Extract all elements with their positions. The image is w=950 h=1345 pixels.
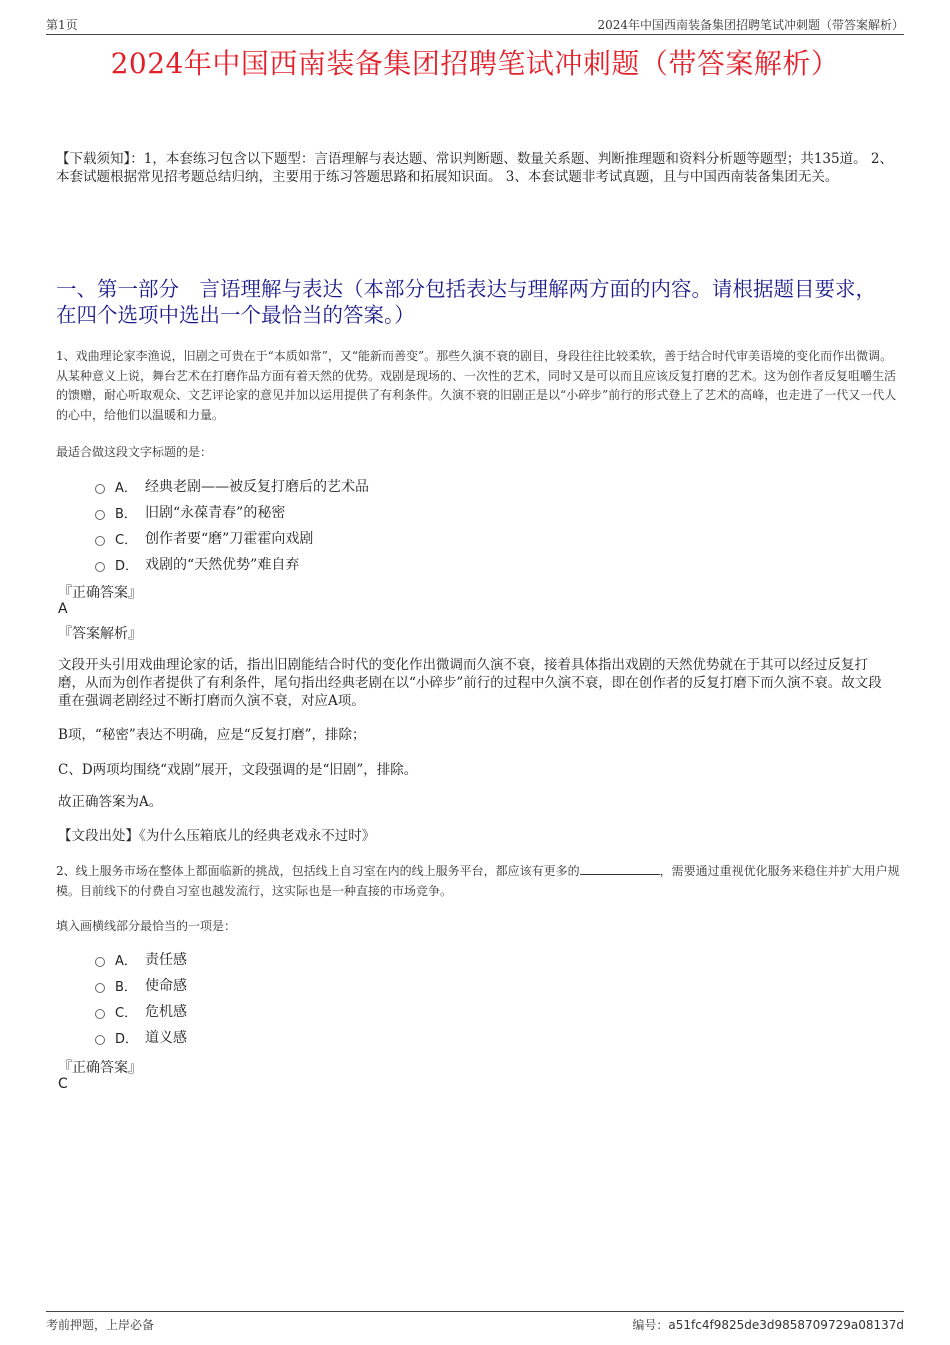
option-c[interactable]: C． 创作者要“磨”刀霍霍向戏剧 bbox=[95, 525, 369, 551]
radio-icon[interactable] bbox=[95, 983, 105, 993]
radio-icon[interactable] bbox=[95, 957, 105, 967]
radio-icon[interactable] bbox=[95, 510, 105, 520]
option-d[interactable]: D． 道义感 bbox=[95, 1024, 187, 1050]
footer-slogan: 考前押题，上岸必备 bbox=[46, 1318, 155, 1332]
correct-answer-label: 『正确答案』 bbox=[58, 1060, 142, 1076]
option-b[interactable]: B． 旧剧“永葆青春”的秘密 bbox=[95, 499, 369, 525]
option-a[interactable]: A． 经典老剧——被反复打磨后的艺术品 bbox=[95, 473, 369, 499]
radio-icon[interactable] bbox=[95, 1035, 105, 1045]
section-title: 一、第一部分 言语理解与表达（本部分包括表达与理解两方面的内容。请根据题目要求，在四个选项中选出一个最恰当的答案。） bbox=[56, 277, 876, 327]
question-2-text: 2、线上服务市场在整体上都面临新的挑战，包括线上自习室在内的线上服务平台，都应该有更多的 ，需要通过重视优化服务来稳住并扩大用户规模。目前线下的付费自习室也越发流行，这实际也是一种直接的市场竞争。 bbox=[56, 864, 900, 898]
question-1-text: 1、戏曲理论家李渔说，旧剧之可贵在于“本质如常”，又“能新而善变”。那些久演不衰的剧目，身段往往比较柔软，善于结合时代审美语境的变化而作出微调。从某种意义上说，舞台艺术在打磨作品方面有着天然的优势。戏剧是现场的、一次性的艺术，同时又是可以而且应该反复打磨的艺术。这为创作者反复咀嚼生活的馈赠，耐心听取观众、文艺评论家的意见并加以运用提供了有利条件。久演不衰的旧剧正是以“小碎步”前行的形式登上了艺术的高峰，也走进了一代又一代人的心中，给他们以温暖和力量。 bbox=[56, 349, 897, 422]
correct-answer-label: 『正确答案』 bbox=[58, 585, 142, 601]
source-citation: 【文段出处】《为什么压箱底儿的经典老戏永不过时》 bbox=[58, 828, 376, 844]
question-1-prompt: 最适合做这段文字标题的是： bbox=[56, 445, 213, 459]
option-a[interactable]: A． 责任感 bbox=[95, 946, 187, 972]
radio-icon[interactable] bbox=[95, 536, 105, 546]
header-doc-title: 2024年中国西南装备集团招聘笔试冲刺题（带答案解析） bbox=[597, 18, 904, 32]
fill-blank bbox=[580, 864, 660, 875]
radio-icon[interactable] bbox=[95, 562, 105, 572]
question-2-options bbox=[95, 946, 187, 1050]
page-footer bbox=[46, 1311, 904, 1334]
download-notice: 【下载须知】：1，本套练习包含以下题型：言语理解与表达题、常识判断题、数量关系题、判断推理题和资料分析题等题型；共135道。 2、本套试题根据常见招考题总结归纳，主要用于练习答题思路和拓展知识面。 3、本套试题非考试真题，且与中国西南装备集团无关。 bbox=[56, 151, 893, 185]
analysis-label: 『答案解析』 bbox=[58, 626, 142, 642]
page-header bbox=[46, 14, 904, 35]
correct-answer: A bbox=[58, 601, 68, 617]
analysis-paragraph: 文段开头引用戏曲理论家的话，指出旧剧能结合时代的变化作出微调而久演不衰，接着具体指出戏剧的天然优势就在于其可以经过反复打磨，从而为创作者提供了有利条件，尾句指出经典老剧在以“小碎步”前行的过程中久演不衰，即在创作者的反复打磨下而久演不衰。故文段重在强调老剧经过不断打磨而久演不衰，对应A项。 bbox=[58, 657, 882, 709]
document-code: 编号：a51fc4f9825de3d9858709729a08137d bbox=[632, 1318, 904, 1332]
page-number: 第1页 bbox=[46, 18, 78, 32]
document-title: 2024年中国西南装备集团招聘笔试冲刺题（带答案解析） bbox=[110, 47, 840, 80]
question-1-options bbox=[95, 473, 369, 577]
option-d[interactable]: D． 戏剧的“天然优势”难自弃 bbox=[95, 551, 369, 577]
radio-icon[interactable] bbox=[95, 484, 105, 494]
analysis-paragraph: 故正确答案为A。 bbox=[58, 794, 163, 810]
option-c[interactable]: C． 危机感 bbox=[95, 998, 187, 1024]
analysis-paragraph: C、D两项均围绕“戏剧”展开，文段强调的是“旧剧”，排除。 bbox=[58, 762, 418, 778]
analysis-paragraph: B项，“秘密”表达不明确，应是“反复打磨”，排除； bbox=[58, 727, 366, 743]
correct-answer: C bbox=[58, 1076, 68, 1092]
question-2-prompt: 填入画横线部分最恰当的一项是： bbox=[56, 919, 237, 933]
radio-icon[interactable] bbox=[95, 1009, 105, 1019]
option-b[interactable]: B． 使命感 bbox=[95, 972, 187, 998]
